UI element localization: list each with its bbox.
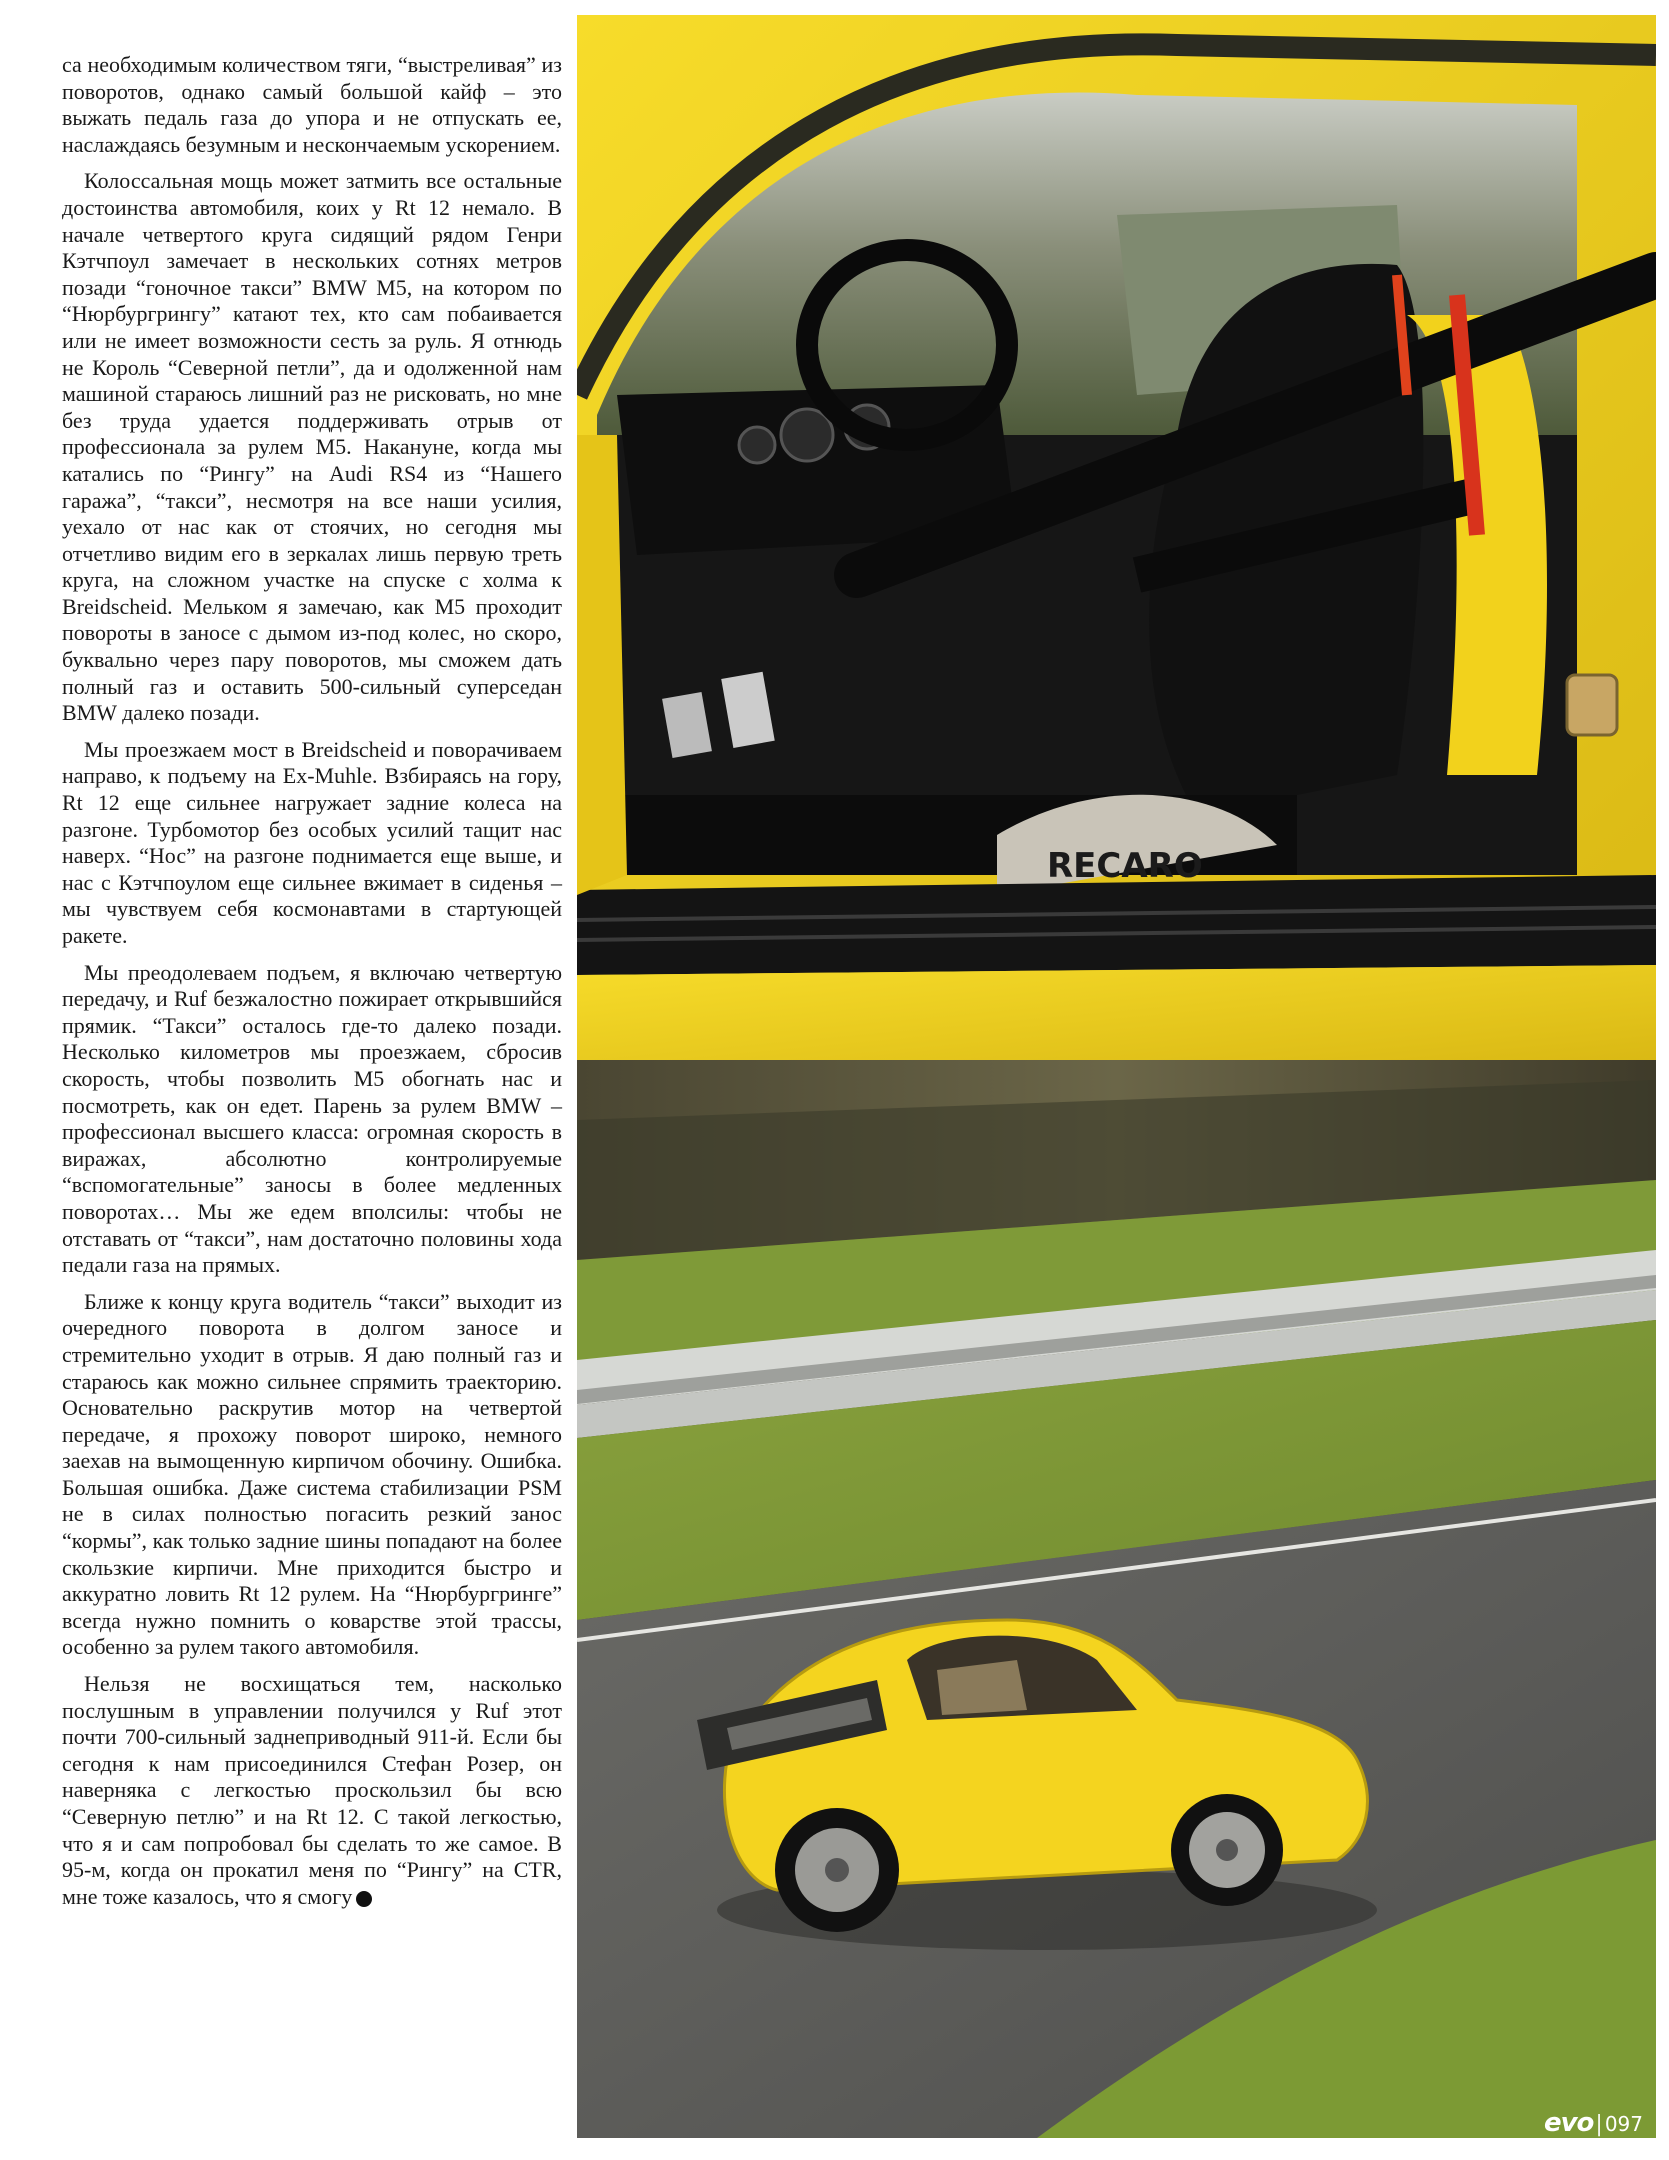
interior-photo-drawing (577, 15, 1656, 1065)
seat-brand-label: RECARO (1047, 846, 1203, 886)
continue-arrow-icon: ➔ (356, 1891, 372, 1907)
paragraph-5: Ближе к концу круга водитель “такси” выходит из очередного поворота в долгом заносе и стремительно уходит в отрыв. Я даю полный газ и стараюсь как можно сильнее спрямить траекторию. Основательно раскрутив мотор на четвертой передаче, я прохожу поворот широко, немного заехав на вымощенную кирпичом обочину. Ошибка. Большая ошибка. Даже система стабилизации PSM не в силах полностью погасить резкий занос “кормы”, как только задние шины попадают на более скользкие кирпичи. Мне приходится быстро и аккуратно ловить Rt 12 рулем. На “Нюрбургринге” всегда нужно помнить о коварстве этой трассы, особенно за рулем такого автомобиля. (62, 1288, 562, 1660)
paragraph-3: Мы проезжаем мост в Breidscheid и поворачиваем направо, к подъему на Ex-Muhle. Взбираясь на гору, Rt 12 еще сильнее нагружает задние колеса на разгоне. Турбомотор без особых усилий тащит нас наверх. “Нос” на разгоне поднимается еще выше, и нас с Кэтчпоулом еще сильнее вжимает в сиденья – мы чувствуем себя космонавтами в стартующей ракете. (62, 736, 562, 948)
page-number: 097 (1604, 2112, 1643, 2136)
track-photo (577, 1060, 1656, 2138)
paragraph-2: Колоссальная мощь может затмить все остальные достоинства автомобиля, коих у Rt 12 немало. В начале четвертого круга сидящий рядом Генри Кэтчпоул замечает в нескольких сотнях метров позади “гоночное такси” BMW M5, на котором по “Нюрбургрингу” катают тех, кто сам побаивается или не имеет возможности сесть за руль. Я отнюдь не Король “Северной петли”, да и одолженной нам машиной стараюсь лишний раз не рисковать, но мне без труда удается поддерживать отрыв от профессионала за рулем M5. Накануне, когда мы катались по “Рингу” на Audi RS4 из “Нашего гаража”, “такси”, несмотря на все наши усилия, уехало от нас как от стоячих, но сегодня мы отчетливо видим его в зеркалах лишь первую треть круга, на сложном участке на спуске с холма к Breidscheid. Мельком я замечаю, как M5 проходит повороты в заносе с дымом из-под колес, но скоро, буквально через пару поворотов, мы сможем дать полный газ и оставить 500-сильный суперседан BMW далеко позади. (62, 168, 562, 726)
paragraph-6-text: Нельзя не восхищаться тем, насколько послушным в управлении получился у Ruf этот почти 700-сильный заднеприводный 911-й. Если бы сегодня к нам присоединился Стефан Розер, он наверняка с легкостью проскользил бы всю “Северную петлю” и на Rt 12. С такой легкостью, что я и сам попробовал бы сделать то же самое. В 95-м, когда он прокатил меня по “Рингу” на CTR, мне тоже казалось, что я смогу (62, 1671, 562, 1909)
interior-photo (577, 15, 1656, 1065)
magazine-logo: evo (1543, 2108, 1594, 2138)
page-footer (1544, 2108, 1643, 2138)
paragraph-4: Мы преодолеваем подъем, я включаю четвертую передачу, и Ruf безжалостно пожирает открывшийся прямик. “Такси” осталось где-то далеко позади. Несколько километров мы проезжаем, сбросив скорость, чтобы позволить M5 обогнать нас и посмотреть, как он едет. Парень за рулем BMW – профессионал высшего класса: огромная скорость в виражах, абсолютно контролируемые “вспомогательные” заносы в более медленных поворотах… Мы же едем вполсилы: чтобы не отставать от “такси”, нам достаточно половины хода педали газа на прямых. (62, 959, 562, 1278)
track-photo-drawing (577, 1060, 1656, 2138)
footer-separator: | (1595, 2112, 1603, 2137)
paragraph-6 (62, 1671, 562, 1910)
paragraph-1: са необходимым количеством тяги, “выстреливая” из поворотов, однако самый большой кайф – это выжать педаль газа до упора и не отпускать ее, наслаждаясь безумным и нескончаемым ускорением. (62, 52, 562, 157)
article-body (62, 52, 562, 1920)
